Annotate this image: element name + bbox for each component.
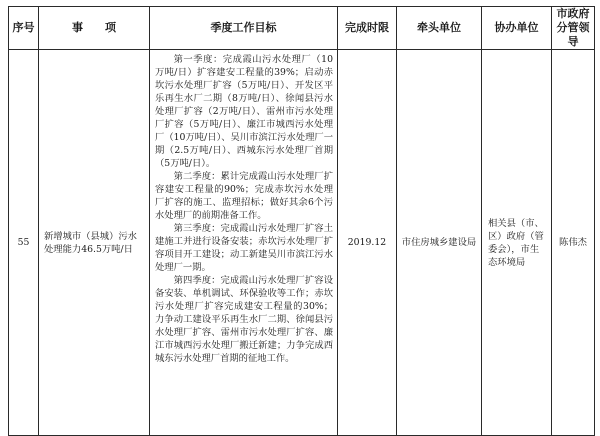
row-deadline: 2019.12 [338,50,397,436]
row-no: 55 [9,50,39,436]
header-item: 事 项 [39,7,150,50]
row-item: 新增城市（县城）污水处理能力46.5万吨/日 [39,50,150,436]
goal-q2: 第二季度：累计完成霞山污水处理厂扩容建安工程量的90%；完成赤坎污水处理厂扩容的施工、监理招标；做好其余6个污水处理厂的前期准备工作。 [155,171,333,221]
row-lead-unit: 市住房城乡建设局 [397,50,482,436]
goal-q1: 第一季度：完成霞山污水处理厂（10万吨/日）扩容建安工程量的39%；启动赤坎污水处理厂扩容（5万吨/日）、开发区平乐再生水厂二期（8万吨/日）、徐闻县污水处理厂扩容（2万吨/日）、雷州市污水处理厂扩容（5万吨/日）、廉江市城西污水处理厂（10万吨/日）、吴川市滨江污水处理厂一期（2.5万吨/日）、西城东污水处理厂首期（5万吨/日）。 [155,54,333,169]
header-row [9,7,595,50]
goal-q3: 第三季度：完成霞山污水处理厂扩容土建施工并进行设备安装；赤坎污水处理厂扩容项目开工建设；动工新建吴川市滨江污水处理厂一期。 [155,223,333,273]
header-lead-unit: 牵头单位 [397,7,482,50]
header-leader [552,7,595,50]
header-co-unit: 协办单位 [482,7,552,50]
row-quarterly-goals [150,50,338,436]
work-target-table [8,6,595,436]
row-leader: 陈伟杰 [552,50,595,436]
table-row [9,50,595,436]
header-quarterly-goals: 季度工作目标 [150,7,338,50]
header-leader-line2: 分管领导 [556,21,590,48]
row-co-unit: 相关县（市、区）政府（管委会），市生态环境局 [482,50,552,436]
goal-q4: 第四季度：完成霞山污水处理厂扩容设备安装、单机调试、环保验收等工作；赤坎污水处理厂扩容完成建安工程量的30%；力争动工建设平乐再生水厂二期、徐闻县污水处理厂扩容、雷州市污水处理厂扩容、廉江市城西污水处理厂搬迁新建；力争完成西城东污水处理厂首期的征地工作。 [155,275,333,364]
header-deadline: 完成时限 [338,7,397,50]
header-leader-line1: 市政府 [556,7,590,20]
header-no: 序号 [9,7,39,50]
